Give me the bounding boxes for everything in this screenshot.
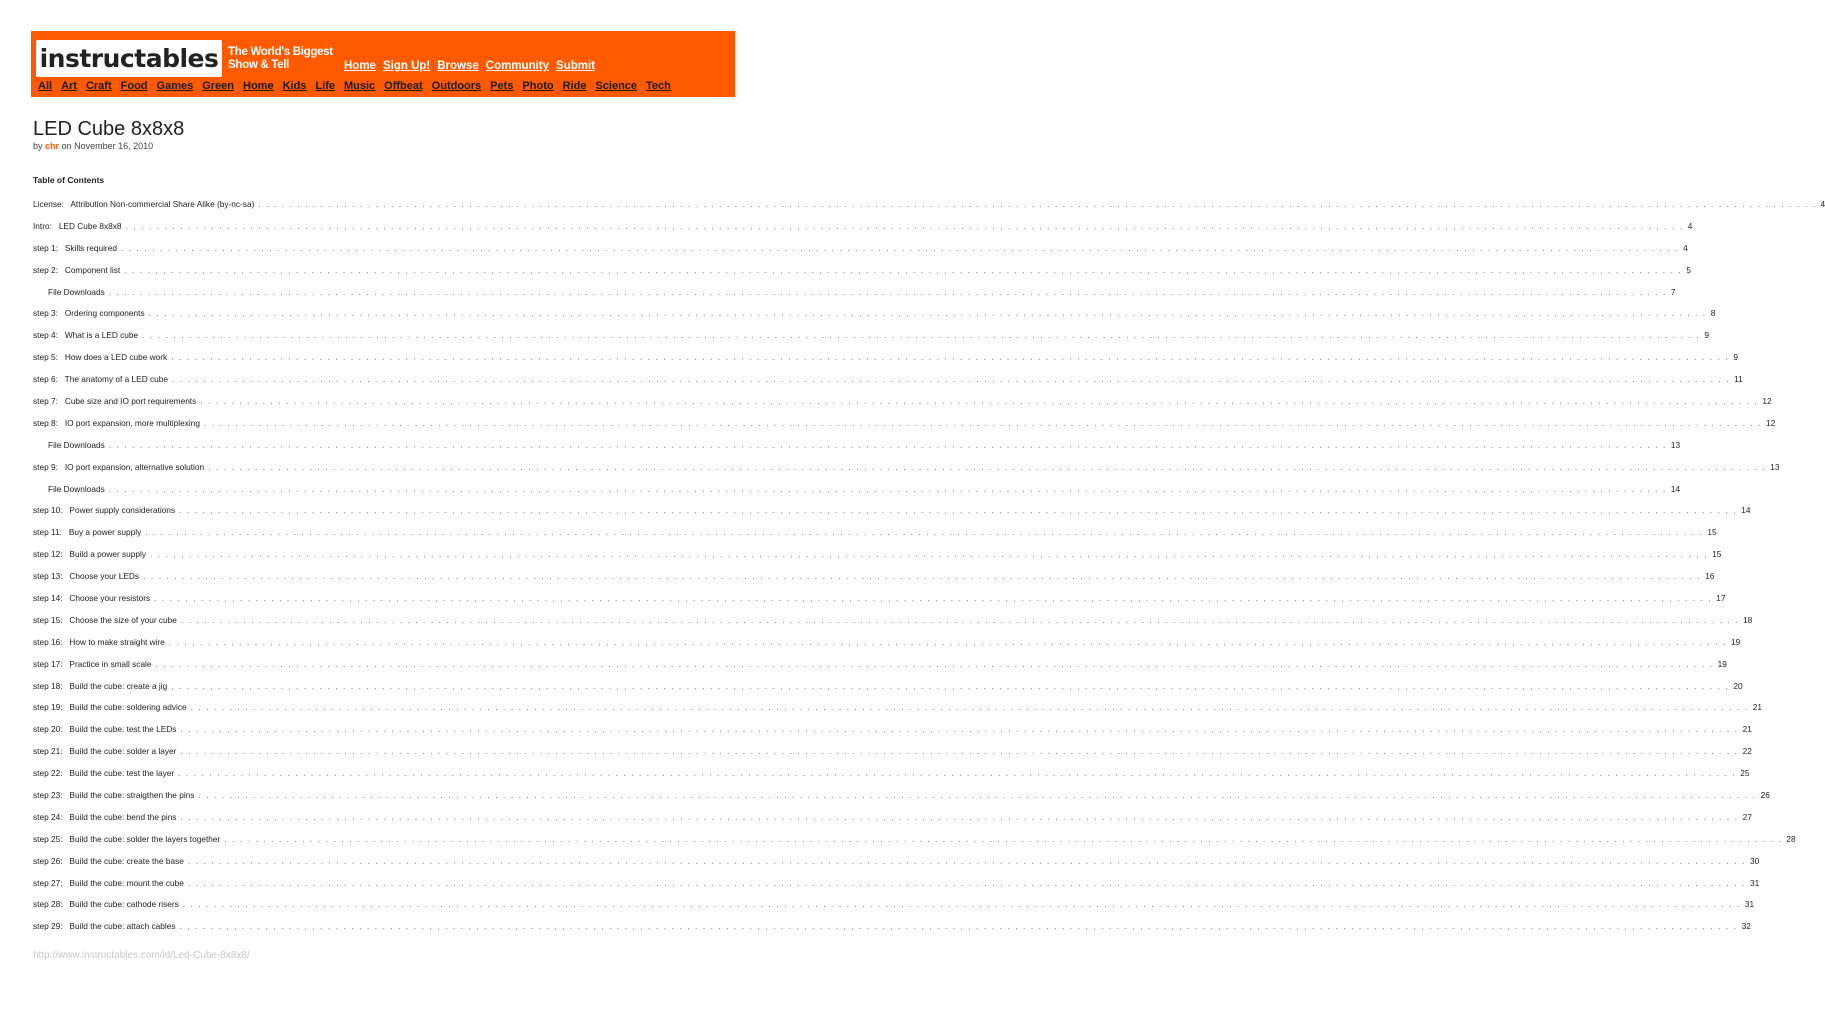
toc-page-number: 15 xyxy=(1707,527,1717,538)
toc-page-number: 18 xyxy=(1743,614,1753,625)
toc-page-number: 9 xyxy=(1704,330,1709,341)
category-link-art[interactable]: Art xyxy=(61,80,77,92)
toc-entry[interactable] xyxy=(33,587,1726,609)
toc-heading: Table of Contents xyxy=(33,175,105,185)
toc-entry-label: step 23: Build the cube: straigthen the pins xyxy=(33,789,195,800)
toc-entry[interactable] xyxy=(33,609,1753,631)
tagline-line-1: The World's Biggest xyxy=(228,46,333,58)
toc-entry-label: step 27: Build the cube: mount the cube xyxy=(33,877,184,888)
toc-entry[interactable] xyxy=(33,565,1715,587)
site-tagline xyxy=(228,46,338,72)
toc-page-number: 5 xyxy=(1686,264,1691,275)
toc-entry-label: step 11: Buy a power supply xyxy=(33,527,142,538)
toc-dot-leader: . . . . . . . . . . . . . . . . . . . . . . . . . . . . . . . . . . . . . . . . . . . . . . . . . . . . . . . . . . . . . . . . . . . . . . . . . . . . . . . . . . . . . . . . . . . . . . . . . . . . . . . . . . . . . . . . . . . . . . . . . . . . . . . . . . . . . . . . . . . . . . . . . . . . . . . . . . . . . . . . . . . . . . . . . . . . . . . . . . . . . . . . . . . . . . . . . . . . . . . . xyxy=(180,614,1740,625)
toc-entry-label: step 9: IO port expansion, alternative solution xyxy=(33,461,205,472)
category-link-offbeat[interactable]: Offbeat xyxy=(384,80,423,92)
toc-page-number: 16 xyxy=(1705,571,1715,582)
top-nav-link-browse[interactable]: Browse xyxy=(437,60,479,72)
toc-dot-leader: . . . . . . . . . . . . . . . . . . . . . . . . . . . . . . . . . . . . . . . . . . . . . . . . . . . . . . . . . . . . . . . . . . . . . . . . . . . . . . . . . . . . . . . . . . . . . . . . . . . . . . . . . . . . . . . . . . . . . . . . . . . . . . . . . . . . . . . . . . . . . . . . . . . . . . . . . . . . . . . . . . . . . . . . . . . . . . . . . . . . . . . . . . . . . . . . . . . . . . . . xyxy=(179,505,1738,516)
toc-entry-label: step 10: Power supply considerations xyxy=(33,505,176,516)
toc-dot-leader: . . . . . . . . . . . . . . . . . . . . . . . . . . . . . . . . . . . . . . . . . . . . . . . . . . . . . . . . . . . . . . . . . . . . . . . . . . . . . . . . . . . . . . . . . . . . . . . . . . . . . . . . . . . . . . . . . . . . . . . . . . . . . . . . . . . . . . . . . . . . . . . . . . . . . . . . . . . . . . . . . . . . . . . . . . . . . . . . . . . . . . . . . . . . . . . . . . . . . . . . xyxy=(143,571,1702,582)
toc-page-number: 21 xyxy=(1742,724,1752,735)
toc-page-number: 17 xyxy=(1716,592,1726,603)
toc-page-number: 28 xyxy=(1786,833,1796,844)
toc-page-number: 14 xyxy=(1741,505,1751,516)
toc-page-number: 26 xyxy=(1760,789,1770,800)
toc-dot-leader: . . . . . . . . . . . . . . . . . . . . . . . . . . . . . . . . . . . . . . . . . . . . . . . . . . . . . . . . . . . . . . . . . . . . . . . . . . . . . . . . . . . . . . . . . . . . . . . . . . . . . . . . . . . . . . . . . . . . . . . . . . . . . . . . . . . . . . . . . . . . . . . . . . . . . . . . . . . . . . . . . . . . . . . . . . . . . . . . . . . . . . . . . . . . . . . . . . . . . . . . xyxy=(120,242,1680,253)
toc-page-number: 19 xyxy=(1717,658,1727,669)
toc-entry-label: step 3: Ordering components xyxy=(33,308,145,319)
category-nav xyxy=(38,80,671,92)
toc-entry-label: step 18: Build the cube: create a jig xyxy=(33,680,168,691)
toc-entry[interactable] xyxy=(33,346,1738,368)
toc-entry-label: File Downloads xyxy=(48,286,105,297)
toc-entry[interactable] xyxy=(33,806,1752,828)
site-banner xyxy=(31,31,735,97)
category-link-home[interactable]: Home xyxy=(243,80,274,92)
toc-entry-label: step 15: Choose the size of your cube xyxy=(33,614,177,625)
category-link-photo[interactable]: Photo xyxy=(522,80,554,92)
table-of-contents xyxy=(33,193,1825,937)
toc-entry[interactable] xyxy=(33,653,1727,675)
top-nav-link-community[interactable]: Community xyxy=(485,60,550,72)
toc-page-number: 32 xyxy=(1741,921,1751,932)
toc-entry[interactable] xyxy=(33,259,1691,281)
toc-dot-leader: . . . . . . . . . . . . . . . . . . . . . . . . . . . . . . . . . . . . . . . . . . . . . . . . . . . . . . . . . . . . . . . . . . . . . . . . . . . . . . . . . . . . . . . . . . . . . . . . . . . . . . . . . . . . . . . . . . . . . . . . . . . . . . . . . . . . . . . . . . . . . . . . . . . . . . . . . . . . . . . . . . . . . . . . . . . . . . . . . . . . . . . . . . . . . . . . . . . . . . . . xyxy=(187,877,1746,888)
toc-page-number: 9 xyxy=(1733,352,1738,363)
toc-dot-leader: . . . . . . . . . . . . . . . . . . . . . . . . . . . . . . . . . . . . . . . . . . . . . . . . . . . . . . . . . . . . . . . . . . . . . . . . . . . . . . . . . . . . . . . . . . . . . . . . . . . . . . . . . . . . . . . . . . . . . . . . . . . . . . . . . . . . . . . . . . . . . . . . . . . . . . . . . . . . . . . . . . . . . . . . . . . . . . . . . . . . . . . . . . . . . . . . . . . . . . . . xyxy=(179,921,1738,932)
top-nav-link-sign-up[interactable]: Sign Up! xyxy=(382,60,431,72)
toc-entry-label: step 28: Build the cube: cathode risers xyxy=(33,899,179,910)
toc-entry[interactable] xyxy=(33,543,1722,565)
publish-date: on November 16, 2010 xyxy=(61,141,154,151)
author-link[interactable]: chr xyxy=(45,141,60,151)
category-link-outdoors[interactable]: Outdoors xyxy=(431,80,482,92)
toc-page-number: 27 xyxy=(1742,811,1752,822)
toc-entry-label: step 19: Build the cube: soldering advice xyxy=(33,702,187,713)
top-nav xyxy=(344,60,595,72)
toc-entry-label: File Downloads xyxy=(48,439,105,450)
toc-page-number: 13 xyxy=(1770,461,1780,472)
toc-entry[interactable] xyxy=(33,740,1752,762)
toc-entry[interactable] xyxy=(33,478,1681,500)
toc-entry-label: Intro: LED Cube 8x8x8 xyxy=(33,220,122,231)
toc-entry[interactable] xyxy=(33,281,1676,303)
toc-dot-leader: . . . . . . . . . . . . . . . . . . . . . . . . . . . . . . . . . . . . . . . . . . . . . . . . . . . . . . . . . . . . . . . . . . . . . . . . . . . . . . . . . . . . . . . . . . . . . . . . . . . . . . . . . . . . . . . . . . . . . . . . . . . . . . . . . . . . . . . . . . . . . . . . . . . . . . . . . . . . . . . . . . . . . . . . . . . . . . . . . . . . . . . . . . . . . . . . . . . . . . . . xyxy=(171,374,1731,385)
toc-entry[interactable] xyxy=(33,390,1772,412)
category-link-science[interactable]: Science xyxy=(595,80,638,92)
toc-dot-leader: . . . . . . . . . . . . . . . . . . . . . . . . . . . . . . . . . . . . . . . . . . . . . . . . . . . . . . . . . . . . . . . . . . . . . . . . . . . . . . . . . . . . . . . . . . . . . . . . . . . . . . . . . . . . . . . . . . . . . . . . . . . . . . . . . . . . . . . . . . . . . . . . . . . . . . . . . . . . . . . . . . . . . . . . . . . . . . . . . . . . . . . . . . . . . . . . . . . . . . . . xyxy=(145,527,1704,538)
toc-page-number: 12 xyxy=(1766,417,1776,428)
toc-dot-leader: . . . . . . . . . . . . . . . . . . . . . . . . . . . . . . . . . . . . . . . . . . . . . . . . . . . . . . . . . . . . . . . . . . . . . . . . . . . . . . . . . . . . . . . . . . . . . . . . . . . . . . . . . . . . . . . . . . . . . . . . . . . . . . . . . . . . . . . . . . . . . . . . . . . . . . . . . . . . . . . . . . . . . . . . . . . . . . . . . . . . . . . . . . . . . . . . . . . . . . . . xyxy=(178,768,1737,779)
category-link-craft[interactable]: Craft xyxy=(85,80,112,92)
toc-dot-leader: . . . . . . . . . . . . . . . . . . . . . . . . . . . . . . . . . . . . . . . . . . . . . . . . . . . . . . . . . . . . . . . . . . . . . . . . . . . . . . . . . . . . . . . . . . . . . . . . . . . . . . . . . . . . . . . . . . . . . . . . . . . . . . . . . . . . . . . . . . . . . . . . . . . . . . . . . . . . . . . . . . . . . . . . . . . . . . . . . . . . . . . . . . . . . . . . . . . . . . . . xyxy=(208,461,1767,472)
toc-entry-label: step 16: How to make straight wire xyxy=(33,636,165,647)
toc-entry[interactable] xyxy=(33,828,1796,850)
category-link-green[interactable]: Green xyxy=(202,80,235,92)
toc-dot-leader: . . . . . . . . . . . . . . . . . . . . . . . . . . . . . . . . . . . . . . . . . . . . . . . . . . . . . . . . . . . . . . . . . . . . . . . . . . . . . . . . . . . . . . . . . . . . . . . . . . . . . . . . . . . . . . . . . . . . . . . . . . . . . . . . . . . . . . . . . . . . . . . . . . . . . . . . . . . . . . . . . . . . . . . . . . . . . . . . . . . . . . . . . . . . . . . . . . . . . . . . xyxy=(124,264,1683,275)
toc-page-number: 4 xyxy=(1683,242,1688,253)
toc-entry-label: step 20: Build the cube: test the LEDs xyxy=(33,724,177,735)
toc-entry[interactable] xyxy=(33,675,1743,697)
category-link-food[interactable]: Food xyxy=(120,80,148,92)
toc-dot-leader: . . . . . . . . . . . . . . . . . . . . . . . . . . . . . . . . . . . . . . . . . . . . . . . . . . . . . . . . . . . . . . . . . . . . . . . . . . . . . . . . . . . . . . . . . . . . . . . . . . . . . . . . . . . . . . . . . . . . . . . . . . . . . . . . . . . . . . . . . . . . . . . . . . . . . . . . . . . . . . . . . . . . . . . . . . . . . . . . . . . . . . . . . . . . . . . . . . . . . . . . xyxy=(108,439,1667,450)
toc-entry-label: step 12: Build a power supply xyxy=(33,549,146,560)
toc-entry-label: step 13: Choose your LEDs xyxy=(33,571,140,582)
toc-dot-leader: . . . . . . . . . . . . . . . . . . . . . . . . . . . . . . . . . . . . . . . . . . . . . . . . . . . . . . . . . . . . . . . . . . . . . . . . . . . . . . . . . . . . . . . . . . . . . . . . . . . . . . . . . . . . . . . . . . . . . . . . . . . . . . . . . . . . . . . . . . . . . . . . . . . . . . . . . . . . . . . . . . . . . . . . . . . . . . . . . . . . . . . . . . . . . . . . . . . . . . . . xyxy=(180,746,1739,757)
toc-page-number: 8 xyxy=(1710,308,1716,319)
footer-url[interactable]: http://www.instructables.com/id/Led-Cube-8x8x8/ xyxy=(33,950,250,961)
toc-page-number: 20 xyxy=(1733,680,1743,691)
toc-page-number: 12 xyxy=(1762,395,1772,406)
toc-entry-label: File Downloads xyxy=(48,483,105,494)
toc-entry[interactable] xyxy=(33,368,1743,390)
toc-entry[interactable] xyxy=(33,872,1760,894)
toc-entry-label: step 8: IO port expansion, more multiplexing xyxy=(33,417,200,428)
site-logo[interactable]: instructables xyxy=(36,40,222,77)
toc-entry[interactable] xyxy=(33,193,1825,215)
category-link-life[interactable]: Life xyxy=(315,80,335,92)
toc-dot-leader: . . . . . . . . . . . . . . . . . . . . . . . . . . . . . . . . . . . . . . . . . . . . . . . . . . . . . . . . . . . . . . . . . . . . . . . . . . . . . . . . . . . . . . . . . . . . . . . . . . . . . . . . . . . . . . . . . . . . . . . . . . . . . . . . . . . . . . . . . . . . . . . . . . . . . . . . . . . . . . . . . . . . . . . . . . . . . . . . . . . . . . . . . . . . . . . . . . . . . . . . xyxy=(190,702,1749,713)
toc-page-number: 4 xyxy=(1820,198,1825,209)
toc-dot-leader: . . . . . . . . . . . . . . . . . . . . . . . . . . . . . . . . . . . . . . . . . . . . . . . . . . . . . . . . . . . . . . . . . . . . . . . . . . . . . . . . . . . . . . . . . . . . . . . . . . . . . . . . . . . . . . . . . . . . . . . . . . . . . . . . . . . . . . . . . . . . . . . . . . . . . . . . . . . . . . . . . . . . . . . . . . . . . . . . . . . . . . . . . . . . . . . . . . . . . . . . xyxy=(187,855,1746,866)
toc-dot-leader: . . . . . . . . . . . . . . . . . . . . . . . . . . . . . . . . . . . . . . . . . . . . . . . . . . . . . . . . . . . . . . . . . . . . . . . . . . . . . . . . . . . . . . . . . . . . . . . . . . . . . . . . . . . . . . . . . . . . . . . . . . . . . . . . . . . . . . . . . . . . . . . . . . . . . . . . . . . . . . . . . . . . . . . . . . . . . . . . . . . . . . . . . . . . . . . . . . . . . . . . xyxy=(203,417,1763,428)
toc-page-number: 14 xyxy=(1670,483,1681,494)
toc-entry[interactable] xyxy=(33,434,1681,456)
toc-dot-leader: . . . . . . . . . . . . . . . . . . . . . . . . . . . . . . . . . . . . . . . . . . . . . . . . . . . . . . . . . . . . . . . . . . . . . . . . . . . . . . . . . . . . . . . . . . . . . . . . . . . . . . . . . . . . . . . . . . . . . . . . . . . . . . . . . . . . . . . . . . . . . . . . . . . . . . . . . . . . . . . . . . . . . . . . . . . . . . . . . . . . . . . . . . . . . . . . . . . . . . . . xyxy=(198,789,1757,800)
toc-entry-label: step 24: Build the cube: bend the pins xyxy=(33,811,177,822)
toc-entry-label: step 2: Component list xyxy=(33,264,121,275)
toc-page-number: 21 xyxy=(1752,702,1762,713)
toc-page-number: 13 xyxy=(1670,439,1681,450)
toc-page-number: 25 xyxy=(1740,768,1750,779)
toc-entry-label: step 17: Practice in small scale xyxy=(33,658,152,669)
toc-page-number: 11 xyxy=(1734,374,1743,385)
toc-entry-label: step 22: Build the cube: test the layer xyxy=(33,768,175,779)
toc-entry-label: step 7: Cube size and IO port requirements xyxy=(33,395,197,406)
toc-dot-leader: . . . . . . . . . . . . . . . . . . . . . . . . . . . . . . . . . . . . . . . . . . . . . . . . . . . . . . . . . . . . . . . . . . . . . . . . . . . . . . . . . . . . . . . . . . . . . . . . . . . . . . . . . . . . . . . . . . . . . . . . . . . . . . . . . . . . . . . . . . . . . . . . . . . . . . . . . . . . . . . . . . . . . . . . . . . . . . . . . . . . . . . . . . . . . . . . . . . . . . . . xyxy=(182,899,1741,910)
page-title: LED Cube 8x8x8 xyxy=(33,118,185,140)
toc-dot-leader: . . . . . . . . . . . . . . . . . . . . . . . . . . . . . . . . . . . . . . . . . . . . . . . . . . . . . . . . . . . . . . . . . . . . . . . . . . . . . . . . . . . . . . . . . . . . . . . . . . . . . . . . . . . . . . . . . . . . . . . . . . . . . . . . . . . . . . . . . . . . . . . . . . . . . . . . . . . . . . . . . . . . . . . . . . . . . . . . . . . . . . . . . . . . . . . . . . . . . . . . xyxy=(154,592,1713,603)
toc-dot-leader: . . . . . . . . . . . . . . . . . . . . . . . . . . . . . . . . . . . . . . . . . . . . . . . . . . . . . . . . . . . . . . . . . . . . . . . . . . . . . . . . . . . . . . . . . . . . . . . . . . . . . . . . . . . . . . . . . . . . . . . . . . . . . . . . . . . . . . . . . . . . . . . . . . . . . . . . . . . . . . . . . . . . . . . . . . . . . . . . . . . . . . . . . . . . . . . . . . . . . . . . xyxy=(108,483,1667,494)
toc-dot-leader: . . . . . . . . . . . . . . . . . . . . . . . . . . . . . . . . . . . . . . . . . . . . . . . . . . . . . . . . . . . . . . . . . . . . . . . . . . . . . . . . . . . . . . . . . . . . . . . . . . . . . . . . . . . . . . . . . . . . . . . . . . . . . . . . . . . . . . . . . . . . . . . . . . . . . . . . . . . . . . . . . . . . . . . . . . . . . . . . . . . . . . . . . . . . . . . . . . . . . . . . xyxy=(150,549,1709,560)
toc-entry-label: step 5: How does a LED cube work xyxy=(33,352,168,363)
toc-page-number: 22 xyxy=(1742,746,1752,757)
toc-dot-leader: . . . . . . . . . . . . . . . . . . . . . . . . . . . . . . . . . . . . . . . . . . . . . . . . . . . . . . . . . . . . . . . . . . . . . . . . . . . . . . . . . . . . . . . . . . . . . . . . . . . . . . . . . . . . . . . . . . . . . . . . . . . . . . . . . . . . . . . . . . . . . . . . . . . . . . . . . . . . . . . . . . . . . . . . . . . . . . . . . . . . . . . . . . . . . . . . . . . . . . . . xyxy=(148,308,1707,319)
category-link-kids[interactable]: Kids xyxy=(282,80,307,92)
toc-dot-leader: . . . . . . . . . . . . . . . . . . . . . . . . . . . . . . . . . . . . . . . . . . . . . . . . . . . . . . . . . . . . . . . . . . . . . . . . . . . . . . . . . . . . . . . . . . . . . . . . . . . . . . . . . . . . . . . . . . . . . . . . . . . . . . . . . . . . . . . . . . . . . . . . . . . . . . . . . . . . . . . . . . . . . . . . . . . . . . . . . . . . . . . . . . . . . . . . . . . . . . . . xyxy=(168,636,1728,647)
toc-page-number: 30 xyxy=(1749,855,1760,866)
toc-entry[interactable] xyxy=(33,915,1751,937)
toc-entry-label: step 4: What is a LED cube xyxy=(33,330,139,341)
tagline-line-2: Show & Tell xyxy=(228,59,290,71)
toc-dot-leader: . . . . . . . . . . . . . . . . . . . . . . . . . . . . . . . . . . . . . . . . . . . . . . . . . . . . . . . . . . . . . . . . . . . . . . . . . . . . . . . . . . . . . . . . . . . . . . . . . . . . . . . . . . . . . . . . . . . . . . . . . . . . . . . . . . . . . . . . . . . . . . . . . . . . . . . . . . . . . . . . . . . . . . . . . . . . . . . . . . . . . . . . . . . . . . . . . . . . . . . . xyxy=(125,220,1684,231)
toc-dot-leader: . . . . . . . . . . . . . . . . . . . . . . . . . . . . . . . . . . . . . . . . . . . . . . . . . . . . . . . . . . . . . . . . . . . . . . . . . . . . . . . . . . . . . . . . . . . . . . . . . . . . . . . . . . . . . . . . . . . . . . . . . . . . . . . . . . . . . . . . . . . . . . . . . . . . . . . . . . . . . . . . . . . . . . . . . . . . . . . . . . . . . . . . . . . . . . . . . . . . . . . . xyxy=(171,680,1730,691)
toc-entry[interactable] xyxy=(33,894,1755,916)
toc-entry-label: License: Attribution Non-commercial Share Alike (by-nc-sa) xyxy=(33,198,255,209)
toc-entry[interactable] xyxy=(33,237,1688,259)
toc-page-number: 4 xyxy=(1687,220,1693,231)
toc-entry-label: step 6: The anatomy of a LED cube xyxy=(33,374,168,385)
toc-entry-label: step 29: Build the cube: attach cables xyxy=(33,921,176,932)
toc-entry-label: step 25: Build the cube: solder the layers together xyxy=(33,833,221,844)
toc-entry[interactable] xyxy=(33,762,1750,784)
toc-entry[interactable] xyxy=(33,456,1780,478)
toc-entry[interactable] xyxy=(33,850,1760,872)
toc-entry[interactable] xyxy=(33,784,1770,806)
toc-entry[interactable] xyxy=(33,215,1693,237)
toc-dot-leader: . . . . . . . . . . . . . . . . . . . . . . . . . . . . . . . . . . . . . . . . . . . . . . . . . . . . . . . . . . . . . . . . . . . . . . . . . . . . . . . . . . . . . . . . . . . . . . . . . . . . . . . . . . . . . . . . . . . . . . . . . . . . . . . . . . . . . . . . . . . . . . . . . . . . . . . . . . . . . . . . . . . . . . . . . . . . . . . . . . . . . . . . . . . . . . . . . . . . . . . . xyxy=(258,198,1817,209)
toc-page-number: 31 xyxy=(1749,877,1760,888)
toc-entry[interactable] xyxy=(33,718,1752,740)
toc-entry-label: step 21: Build the cube: solder a layer xyxy=(33,746,177,757)
toc-page-number: 7 xyxy=(1670,286,1676,297)
toc-entry[interactable] xyxy=(33,631,1741,653)
toc-dot-leader: . . . . . . . . . . . . . . . . . . . . . . . . . . . . . . . . . . . . . . . . . . . . . . . . . . . . . . . . . . . . . . . . . . . . . . . . . . . . . . . . . . . . . . . . . . . . . . . . . . . . . . . . . . . . . . . . . . . . . . . . . . . . . . . . . . . . . . . . . . . . . . . . . . . . . . . . . . . . . . . . . . . . . . . . . . . . . . . . . . . . . . . . . . . . . . . . . . . . . . . . xyxy=(108,286,1667,297)
toc-entry-label: step 1: Skills required xyxy=(33,242,117,253)
toc-entry[interactable] xyxy=(33,499,1751,521)
category-link-games[interactable]: Games xyxy=(156,80,194,92)
toc-entry[interactable] xyxy=(33,696,1762,718)
toc-entry[interactable] xyxy=(33,302,1716,324)
category-link-music[interactable]: Music xyxy=(343,80,376,92)
toc-dot-leader: . . . . . . . . . . . . . . . . . . . . . . . . . . . . . . . . . . . . . . . . . . . . . . . . . . . . . . . . . . . . . . . . . . . . . . . . . . . . . . . . . . . . . . . . . . . . . . . . . . . . . . . . . . . . . . . . . . . . . . . . . . . . . . . . . . . . . . . . . . . . . . . . . . . . . . . . . . . . . . . . . . . . . . . . . . . . . . . . . . . . . . . . . . . . . . . . . . . . . . . . xyxy=(180,724,1739,735)
category-link-pets[interactable]: Pets xyxy=(490,80,514,92)
toc-entry-label: step 14: Choose your resistors xyxy=(33,592,151,603)
toc-dot-leader: . . . . . . . . . . . . . . . . . . . . . . . . . . . . . . . . . . . . . . . . . . . . . . . . . . . . . . . . . . . . . . . . . . . . . . . . . . . . . . . . . . . . . . . . . . . . . . . . . . . . . . . . . . . . . . . . . . . . . . . . . . . . . . . . . . . . . . . . . . . . . . . . . . . . . . . . . . . . . . . . . . . . . . . . . . . . . . . . . . . . . . . . . . . . . . . . . . . . . . . . xyxy=(171,352,1730,363)
toc-page-number: 31 xyxy=(1744,899,1755,910)
toc-entry[interactable] xyxy=(33,521,1717,543)
toc-dot-leader: . . . . . . . . . . . . . . . . . . . . . . . . . . . . . . . . . . . . . . . . . . . . . . . . . . . . . . . . . . . . . . . . . . . . . . . . . . . . . . . . . . . . . . . . . . . . . . . . . . . . . . . . . . . . . . . . . . . . . . . . . . . . . . . . . . . . . . . . . . . . . . . . . . . . . . . . . . . . . . . . . . . . . . . . . . . . . . . . . . . . . . . . . . . . . . . . . . . . . . . . xyxy=(200,395,1759,406)
toc-page-number: 15 xyxy=(1712,549,1722,560)
toc-page-number: 19 xyxy=(1731,636,1741,647)
toc-dot-leader: . . . . . . . . . . . . . . . . . . . . . . . . . . . . . . . . . . . . . . . . . . . . . . . . . . . . . . . . . . . . . . . . . . . . . . . . . . . . . . . . . . . . . . . . . . . . . . . . . . . . . . . . . . . . . . . . . . . . . . . . . . . . . . . . . . . . . . . . . . . . . . . . . . . . . . . . . . . . . . . . . . . . . . . . . . . . . . . . . . . . . . . . . . . . . . . . . . . . . . . . xyxy=(180,811,1739,822)
category-link-ride[interactable]: Ride xyxy=(562,80,587,92)
category-link-tech[interactable]: Tech xyxy=(646,80,671,92)
top-nav-link-home[interactable]: Home xyxy=(344,60,376,72)
category-link-all[interactable]: All xyxy=(38,80,53,92)
toc-entry[interactable] xyxy=(33,324,1709,346)
toc-dot-leader: . . . . . . . . . . . . . . . . . . . . . . . . . . . . . . . . . . . . . . . . . . . . . . . . . . . . . . . . . . . . . . . . . . . . . . . . . . . . . . . . . . . . . . . . . . . . . . . . . . . . . . . . . . . . . . . . . . . . . . . . . . . . . . . . . . . . . . . . . . . . . . . . . . . . . . . . . . . . . . . . . . . . . . . . . . . . . . . . . . . . . . . . . . . . . . . . . . . . . . . . xyxy=(155,658,1714,669)
toc-entry-label: step 26: Build the cube: create the base xyxy=(33,855,184,866)
byline-prefix: by xyxy=(33,141,43,151)
toc-entry[interactable] xyxy=(33,412,1776,434)
top-nav-link-submit[interactable]: Submit xyxy=(556,60,596,72)
toc-dot-leader: . . . . . . . . . . . . . . . . . . . . . . . . . . . . . . . . . . . . . . . . . . . . . . . . . . . . . . . . . . . . . . . . . . . . . . . . . . . . . . . . . . . . . . . . . . . . . . . . . . . . . . . . . . . . . . . . . . . . . . . . . . . . . . . . . . . . . . . . . . . . . . . . . . . . . . . . . . . . . . . . . . . . . . . . . . . . . . . . . . . . . . . . . . . . . . . . . . . . . . . . xyxy=(224,833,1783,844)
toc-dot-leader: . . . . . . . . . . . . . . . . . . . . . . . . . . . . . . . . . . . . . . . . . . . . . . . . . . . . . . . . . . . . . . . . . . . . . . . . . . . . . . . . . . . . . . . . . . . . . . . . . . . . . . . . . . . . . . . . . . . . . . . . . . . . . . . . . . . . . . . . . . . . . . . . . . . . . . . . . . . . . . . . . . . . . . . . . . . . . . . . . . . . . . . . . . . . . . . . . . . . . . . . xyxy=(142,330,1701,341)
byline xyxy=(33,141,153,151)
